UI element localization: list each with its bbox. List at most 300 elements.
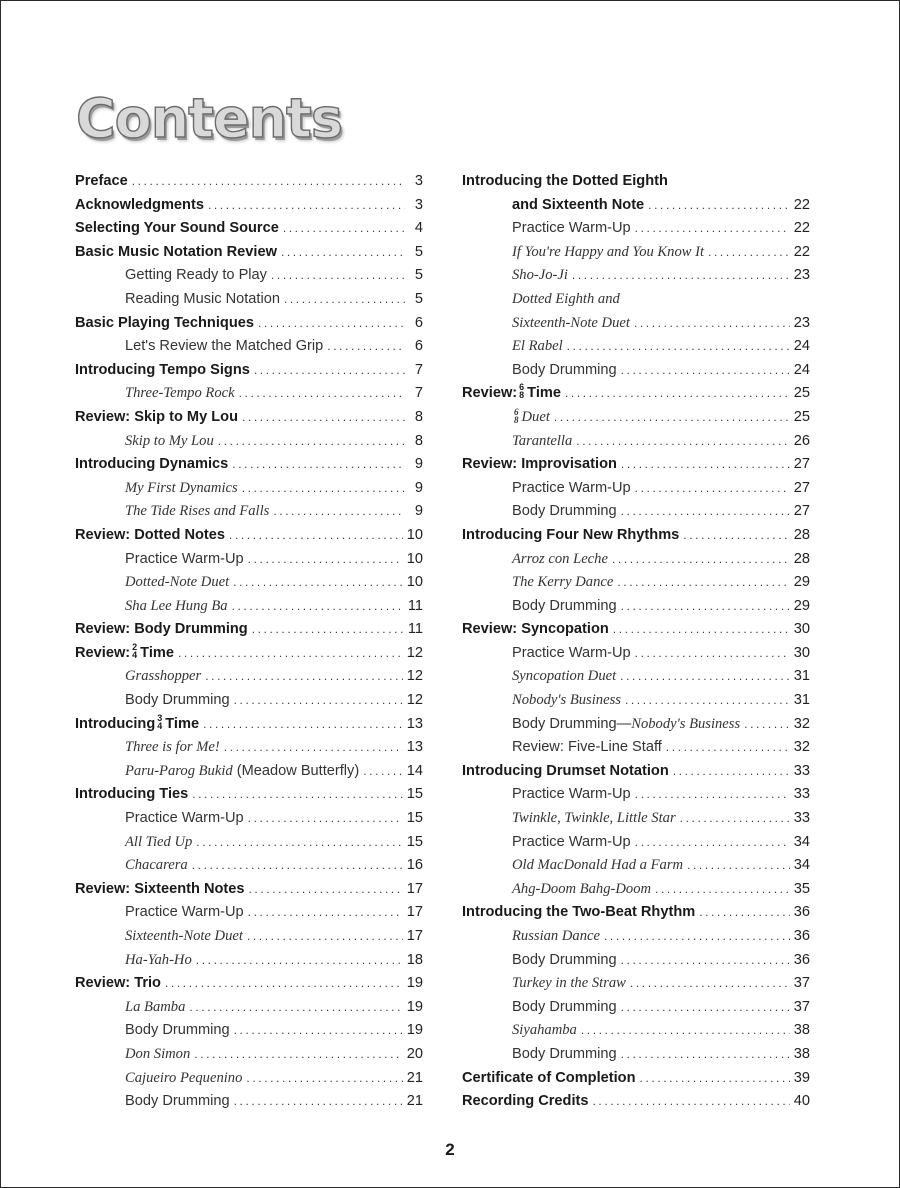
toc-page-number: 40 [793, 1093, 810, 1110]
dot-leader [621, 500, 790, 524]
toc-label-text: La Bamba [125, 998, 186, 1015]
toc-label-text: Practice Warm-Up [512, 786, 631, 803]
toc-label-text: If You're Happy and You Know It [512, 243, 705, 260]
dot-leader [621, 996, 790, 1020]
toc-label-text: Dotted Eighth and [512, 290, 620, 307]
dot-leader [621, 595, 790, 619]
toc-page-number: 27 [793, 503, 810, 520]
toc-label-text: Recording Credits [462, 1093, 589, 1110]
toc-entry-label [512, 241, 704, 265]
dot-leader [634, 312, 790, 336]
toc-label-text: Don Simon [125, 1045, 191, 1062]
toc-page-number: 8 [414, 432, 423, 449]
toc-page-number: 28 [793, 526, 810, 543]
dot-leader [640, 1067, 790, 1091]
toc-label-suffix: Duet [521, 408, 550, 425]
toc-subentry[interactable] [462, 288, 810, 312]
toc-label-text: Introducing Dynamics [75, 456, 229, 473]
time-signature [157, 714, 162, 730]
toc-page-number: 30 [793, 621, 810, 638]
toc-entry-label [75, 972, 161, 996]
toc-entry-label [75, 241, 277, 265]
toc-entry[interactable] [75, 406, 423, 430]
toc-entry-label [125, 477, 238, 501]
toc-entry[interactable] [75, 453, 423, 477]
toc-entry-label [512, 949, 617, 973]
toc-label-text: Dotted-Note Duet [125, 574, 230, 591]
toc-page-number: 13 [406, 715, 423, 732]
toc-entry-label [125, 1043, 190, 1067]
toc-page-number: 27 [793, 479, 810, 496]
toc-label-text: Practice Warm-Up [125, 810, 244, 827]
dot-leader [246, 1067, 402, 1091]
toc-entry-label [125, 925, 243, 949]
dot-leader [635, 217, 790, 241]
dot-leader [242, 406, 405, 430]
toc-page-number: 28 [793, 550, 810, 567]
toc-page-number: 3 [414, 173, 423, 189]
toc-entry[interactable] [75, 618, 423, 642]
dot-leader [565, 382, 790, 406]
dot-leader [635, 831, 790, 855]
toc-entry-label [462, 760, 669, 784]
toc-entry-label [462, 618, 609, 642]
time-signature [132, 643, 137, 659]
toc-subentry[interactable] [75, 264, 423, 288]
toc-subentry[interactable] [462, 972, 810, 996]
toc-subentry[interactable] [75, 288, 423, 312]
toc-label-text: My First Dynamics [125, 479, 238, 496]
toc-subentry[interactable] [75, 831, 423, 855]
toc-label-text: Body Drumming [512, 361, 617, 378]
toc-subentry[interactable] [462, 949, 810, 973]
toc-subentry[interactable] [462, 783, 810, 807]
toc-label-text: Introducing Ties [75, 786, 189, 803]
toc-page-number: 8 [414, 408, 423, 425]
toc-page-number: 29 [793, 574, 810, 591]
dot-leader [189, 996, 402, 1020]
dot-leader [604, 925, 790, 949]
toc-subentry[interactable] [462, 406, 810, 430]
toc-subentry[interactable] [462, 1019, 810, 1043]
toc-page-number: 12 [406, 668, 423, 685]
toc-label-text: Body Drumming [512, 951, 617, 968]
toc-entry-label [512, 359, 617, 383]
toc-subentry[interactable] [75, 1019, 423, 1043]
toc-subentry[interactable] [75, 1090, 423, 1114]
toc-entry-label [512, 642, 631, 666]
toc-page-number: 34 [793, 857, 810, 874]
toc-label-text: Skip to My Lou [125, 432, 214, 449]
toc-entry-label [512, 477, 631, 501]
toc-subentry[interactable] [75, 925, 423, 949]
toc-entry-label [125, 736, 220, 760]
toc-entry-label [512, 500, 617, 524]
dot-leader [612, 548, 790, 572]
toc-page-number: 24 [793, 338, 810, 355]
toc-label-prefix: Review: [462, 385, 518, 402]
toc-page-number: 6 [414, 314, 423, 331]
toc-label-text: The Tide Rises and Falls [125, 503, 270, 520]
dot-leader [281, 241, 405, 265]
toc-entry-label [512, 736, 662, 760]
toc-page-number: 20 [406, 1045, 423, 1062]
toc-subentry[interactable] [462, 430, 810, 454]
toc-page-number: 12 [406, 644, 423, 661]
dot-leader [567, 335, 790, 359]
toc-entry[interactable] [462, 194, 810, 218]
toc-entry-label [512, 854, 683, 878]
toc-entry-label [512, 217, 631, 241]
toc-entry-label [462, 170, 668, 194]
dot-leader [165, 972, 403, 996]
toc-entry[interactable] [462, 524, 810, 548]
toc-label-text: Preface [75, 173, 128, 189]
toc-label-text: Body Drumming [125, 1022, 230, 1039]
toc-label-suffix: (Meadow Butterfly) [232, 762, 360, 779]
dot-leader [635, 477, 790, 501]
dot-leader [234, 689, 403, 713]
toc-label-text: Reading Music Notation [125, 290, 280, 307]
toc-subentry[interactable] [462, 854, 810, 878]
toc-entry-label [462, 1090, 589, 1114]
toc-label-text: Practice Warm-Up [512, 479, 631, 496]
toc-entry[interactable] [75, 217, 423, 241]
time-signature-top: 2 [132, 642, 138, 653]
toc-page-number: 38 [793, 1022, 810, 1039]
toc-entry-label [512, 264, 568, 288]
toc-page-number: 39 [793, 1069, 810, 1086]
dot-leader [208, 194, 405, 218]
toc-page-number: 19 [406, 1022, 423, 1039]
toc-subentry[interactable] [462, 571, 810, 595]
toc-label-text: Body Drumming [125, 692, 230, 709]
toc-page-number: 19 [406, 998, 423, 1015]
dot-leader [283, 217, 405, 241]
dot-leader [625, 689, 790, 713]
toc-entry[interactable] [75, 878, 423, 902]
toc-page-number: 10 [406, 550, 423, 567]
toc-entry[interactable] [75, 312, 423, 336]
toc-label-text: Cajueiro Pequenino [125, 1069, 243, 1086]
time-signature-top: 6 [514, 406, 519, 417]
toc-entry-label [125, 1090, 230, 1114]
toc-subentry[interactable] [75, 571, 423, 595]
toc-entry[interactable] [75, 783, 423, 807]
dot-leader [621, 1043, 790, 1067]
dot-leader [232, 453, 405, 477]
toc-page-number: 37 [793, 998, 810, 1015]
toc-subentry[interactable] [75, 595, 423, 619]
toc-page-number: 12 [406, 692, 423, 709]
toc-label-text: Body Drumming [512, 597, 617, 614]
toc-page-number: 32 [793, 715, 810, 732]
toc-subentry[interactable] [462, 548, 810, 572]
toc-label-text: Arroz con Leche [512, 550, 608, 567]
toc-page-number: 21 [406, 1069, 423, 1086]
toc-subentry[interactable] [462, 595, 810, 619]
toc-entry-label [512, 288, 620, 312]
dot-leader [234, 1019, 403, 1043]
toc-page-number: 22 [793, 243, 810, 260]
dot-leader [192, 783, 403, 807]
toc-subentry[interactable] [462, 217, 810, 241]
dot-leader [708, 241, 790, 265]
toc-label-text: Practice Warm-Up [125, 550, 244, 567]
dot-leader [554, 406, 790, 430]
toc-entry-label [125, 665, 201, 689]
dot-leader [620, 665, 790, 689]
dot-leader [192, 854, 403, 878]
dot-leader [271, 264, 405, 288]
toc-page-number: 9 [414, 456, 423, 473]
toc-entry-label [512, 1019, 577, 1043]
page-number: 2 [445, 1140, 455, 1159]
toc-entry-label [75, 618, 248, 642]
toc-entry-label [125, 382, 235, 406]
toc-subentry[interactable] [462, 831, 810, 855]
toc-entry-label [512, 406, 550, 430]
toc-page-number: 25 [793, 408, 810, 425]
toc-entry-label [512, 783, 631, 807]
toc-subentry[interactable] [462, 312, 810, 336]
toc-page-number: 31 [793, 692, 810, 709]
dot-leader [621, 359, 790, 383]
toc-subentry[interactable] [462, 807, 810, 831]
toc-label-prefix: Introducing [75, 715, 156, 732]
toc-entry-label [462, 453, 617, 477]
toc-label-text: Sha Lee Hung Ba [125, 597, 228, 614]
toc-entry-label [512, 878, 651, 902]
toc-label-text: Review: Dotted Notes [75, 526, 226, 543]
toc-subentry[interactable] [462, 264, 810, 288]
toc-label-text: Introducing the Two-Beat Rhythm [462, 904, 696, 921]
toc-page-number: 5 [414, 243, 423, 260]
toc-subentry[interactable] [75, 736, 423, 760]
toc-entry[interactable] [75, 713, 423, 737]
toc-subentry[interactable] [75, 382, 423, 406]
toc-page-number: 29 [793, 597, 810, 614]
toc-entry-label [125, 1067, 242, 1091]
toc-entry[interactable] [75, 194, 423, 218]
toc-subentry[interactable] [462, 713, 810, 737]
toc-page-number: 17 [406, 928, 423, 944]
toc-subentry[interactable] [462, 665, 810, 689]
toc-label-text: Certificate of Completion [462, 1069, 636, 1086]
toc-label-text: Introducing the Dotted Eighth [462, 173, 668, 189]
toc-page-number: 22 [793, 196, 810, 213]
toc-page-number: 34 [793, 833, 810, 850]
toc-subentry[interactable] [75, 807, 423, 831]
toc-subentry[interactable] [75, 901, 423, 925]
toc-label-text: and Sixteenth Note [512, 196, 645, 213]
toc-entry[interactable] [462, 170, 810, 194]
toc-subentry[interactable] [75, 996, 423, 1020]
toc-label-text: Basic Music Notation Review [75, 243, 277, 260]
toc-label-text: All Tied Up [125, 833, 193, 850]
toc-subentry[interactable] [462, 241, 810, 265]
dot-leader [363, 760, 403, 784]
time-signature [519, 383, 524, 399]
toc-entry-label [125, 430, 214, 454]
dot-leader [258, 312, 405, 336]
dot-leader [635, 642, 790, 666]
toc-entry-label [512, 571, 613, 595]
toc-page-number: 32 [793, 739, 810, 756]
toc-label-text: Practice Warm-Up [512, 833, 631, 850]
toc-page-number: 21 [406, 1093, 423, 1110]
toc-entry-label [462, 1067, 636, 1091]
dot-leader [132, 170, 405, 194]
toc-label-text: Let's Review the Matched Grip [125, 338, 324, 355]
toc-label-text: Sho-Jo-Ji [512, 267, 568, 284]
dot-leader [699, 901, 790, 925]
toc-page-number: 15 [406, 833, 423, 850]
toc-subentry[interactable] [75, 500, 423, 524]
toc-page-number: 9 [414, 503, 423, 520]
toc-subentry[interactable] [75, 1067, 423, 1091]
toc-entry-label [75, 194, 204, 218]
toc-entry[interactable] [462, 453, 810, 477]
dot-leader [178, 642, 403, 666]
toc-page-number: 36 [793, 928, 810, 944]
toc-subentry[interactable] [75, 949, 423, 973]
toc-entry[interactable] [462, 760, 810, 784]
toc-entry-label [75, 878, 245, 902]
toc-subentry[interactable] [462, 689, 810, 713]
dot-leader [203, 713, 403, 737]
toc-label-text: Review: Body Drumming [75, 621, 248, 638]
toc-page-number: 17 [406, 880, 423, 897]
toc-label-text: Body Drumming [512, 1045, 617, 1062]
toc-label-text: Russian Dance [512, 928, 600, 944]
toc-label-prefix: Review: [75, 644, 131, 661]
toc-entry-label [125, 854, 188, 878]
toc-label-suffix: Time [140, 644, 174, 661]
toc-entry[interactable] [75, 642, 423, 666]
toc-entry-label [75, 642, 174, 666]
dot-leader [224, 736, 403, 760]
toc-entry-label [462, 901, 695, 925]
dot-leader [687, 854, 790, 878]
toc-label-text: Paru-Parog Bukid [125, 762, 233, 779]
toc-entry-label [125, 689, 230, 713]
toc-subentry[interactable] [75, 760, 423, 784]
toc-entry[interactable] [75, 972, 423, 996]
toc-label-text: Nobody's Business [512, 692, 621, 709]
toc-subentry[interactable] [75, 430, 423, 454]
toc-label-text: Tarantella [512, 432, 573, 449]
toc-entry[interactable] [75, 359, 423, 383]
toc-entry-label [75, 312, 254, 336]
toc-label-text: Practice Warm-Up [125, 904, 244, 921]
dot-leader [621, 949, 790, 973]
dot-leader [327, 335, 405, 359]
toc-entry-label [75, 453, 228, 477]
toc-entry[interactable] [75, 524, 423, 548]
toc-label-text: Review: Skip to My Lou [75, 408, 238, 425]
toc-subentry[interactable] [75, 854, 423, 878]
toc-entry-label [75, 783, 188, 807]
toc-subentry[interactable] [462, 878, 810, 902]
toc-entry[interactable] [75, 241, 423, 265]
toc-label-text: Sixteenth-Note Duet [512, 314, 630, 331]
toc-entry[interactable] [462, 618, 810, 642]
toc-left-column [75, 170, 423, 1114]
toc-subentry[interactable] [462, 477, 810, 501]
toc-label-text: Sixteenth-Note Duet [125, 928, 243, 944]
dot-leader [630, 972, 790, 996]
toc-subentry[interactable] [462, 925, 810, 949]
toc-entry[interactable] [462, 1067, 810, 1091]
toc-label-text: Practice Warm-Up [512, 220, 631, 237]
dot-leader [576, 430, 789, 454]
toc-subentry[interactable] [462, 500, 810, 524]
toc-subentry[interactable] [462, 996, 810, 1020]
dot-leader [232, 595, 404, 619]
toc-subentry[interactable] [75, 689, 423, 713]
toc-subentry[interactable] [75, 1043, 423, 1067]
dot-leader [234, 1090, 403, 1114]
toc-label-italic: Nobody's Business [631, 715, 741, 732]
toc-page-number: 11 [407, 597, 423, 614]
dot-leader [248, 807, 403, 831]
toc-subentry[interactable] [75, 335, 423, 359]
toc-entry-label [462, 524, 679, 548]
time-signature [514, 408, 519, 424]
time-signature-bottom: 8 [514, 414, 519, 425]
toc-page-number: 33 [793, 810, 810, 827]
toc-label-text: Review: Improvisation [462, 456, 617, 473]
dot-leader [252, 618, 404, 642]
toc-page-number: 7 [414, 385, 423, 402]
toc-subentry[interactable] [462, 642, 810, 666]
toc-subentry[interactable] [462, 359, 810, 383]
toc-page-number: 36 [793, 904, 810, 921]
toc-subentry[interactable] [462, 335, 810, 359]
toc-page-number: 33 [793, 762, 810, 779]
toc-entry[interactable] [462, 1090, 810, 1114]
toc-label-text: Review: Trio [75, 975, 161, 992]
dot-leader [581, 1019, 790, 1043]
toc-entry-label [125, 807, 244, 831]
toc-entry-label [125, 901, 244, 925]
toc-entry-label [75, 406, 238, 430]
toc-page-number: 5 [414, 267, 423, 284]
dot-leader [680, 807, 790, 831]
toc-page-number: 15 [406, 786, 423, 803]
dot-leader [613, 618, 790, 642]
toc-page-number: 37 [793, 975, 810, 992]
toc-label-text: Old MacDonald Had a Farm [512, 857, 684, 874]
dot-leader [194, 1043, 402, 1067]
toc-page-number: 18 [406, 951, 423, 968]
dot-leader [673, 760, 790, 784]
toc-subentry[interactable] [75, 665, 423, 689]
toc-subentry[interactable] [75, 548, 423, 572]
toc-subentry[interactable] [75, 477, 423, 501]
toc-subentry[interactable] [462, 1043, 810, 1067]
toc-entry[interactable] [462, 901, 810, 925]
toc-entry[interactable] [462, 382, 810, 406]
toc-entry[interactable] [75, 170, 423, 194]
toc-entry-label [125, 571, 229, 595]
toc-subentry[interactable] [462, 736, 810, 760]
toc-entry-label [512, 831, 631, 855]
toc-entry-label [462, 382, 561, 406]
dot-leader [249, 878, 403, 902]
dot-leader [248, 548, 403, 572]
